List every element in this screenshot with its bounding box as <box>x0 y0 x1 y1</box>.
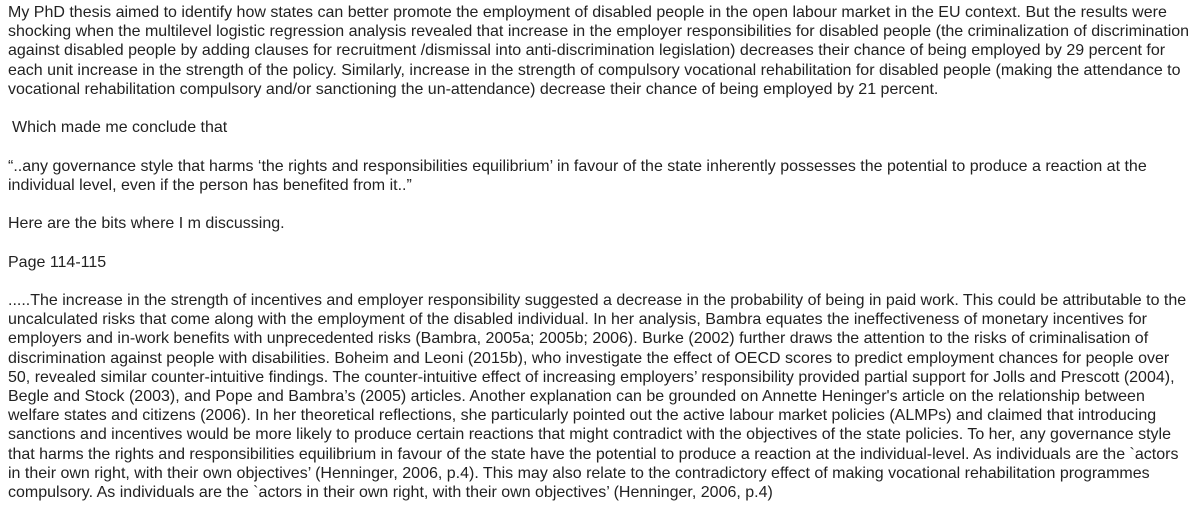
conclusion-lead: Which made me conclude that <box>12 119 228 137</box>
bits-line: Here are the bits where I m discussing. <box>8 215 285 233</box>
quote-paragraph: “..any governance style that harms ‘the rights and responsibilities equilibrium’ in favour of the state inherently possesses the potential to produce a reaction at the individual level, even if the person has benefited from it..” <box>8 157 1147 194</box>
paragraph-gap <box>8 137 1192 156</box>
document-body <box>8 3 1192 502</box>
page-reference: Page 114-115 <box>8 253 107 271</box>
intro-paragraph: My PhD thesis aimed to identify how states can better promote the employment of disabled people in the open labour market in the EU context. But the results were shocking when the multilevel logistic regression analysis revealed that increase in the employer responsibilities for disabled people (the criminalization of discrimination against disabled people by adding clauses for recruitment /dismissal into anti-discrimination legislation) decreases their chance of being employed by 29 percent for each unit increase in the strength of the policy. Similarly, increase in the strength of compulsory vocational rehabilitation for disabled people (making the attendance to vocational rehabilitation compulsory and/or sanctioning the un-attendance) decrease their chance of being employed by 21 percent. <box>8 4 1190 98</box>
paragraph-gap <box>8 195 1192 214</box>
paragraph-gap <box>8 272 1192 291</box>
paragraph-gap <box>8 99 1192 118</box>
paragraph-gap <box>8 233 1192 252</box>
excerpt-paragraph: .....The increase in the strength of incentives and employer responsibility suggested a decrease in the probability of being in paid work. This could be attributable to the uncalculated risks that come along with the employment of the disabled individual. In her analysis, Bambra equates the ineffectiveness of monetary incentives for employers and in-work benefits with unprecedented risks (Bambra, 2005a; 2005b; 2006). Burke (2002) further draws the attention to the risks of criminalisation of discrimination against people with disabilities. Boheim and Leoni (2015b), who investigate the effect of OECD scores to predict employment chances for people over 50, revealed similar counter-intuitive findings. The counter-intuitive effect of increasing employers’ responsibility provided partial support for Jolls and Prescott (2004), Begle and Stock (2003), and Pope and Bambra’s (2005) articles. Another explanation can be grounded on Annette Heninger's article on the relationship between welfare states and citizens (2006). In her theoretical reflections, she particularly pointed out the active labour market policies (ALMPs) and claimed that introducing sanctions and incentives would be more likely to produce certain reactions that might contradict with the objectives of the state policies. To her, any governance style that harms the rights and responsibilities equilibrium in favour of the state have the potential to produce a reaction at the individual-level. As individuals are the `actors in their own right, with their own objectives’ (Henninger, 2006, p.4). This may also relate to the contradictory effect of making vocational rehabilitation programmes compulsory. As individuals are the `actors in their own right, with their own objectives’ (Henninger, 2006, p.4) <box>8 291 1187 501</box>
